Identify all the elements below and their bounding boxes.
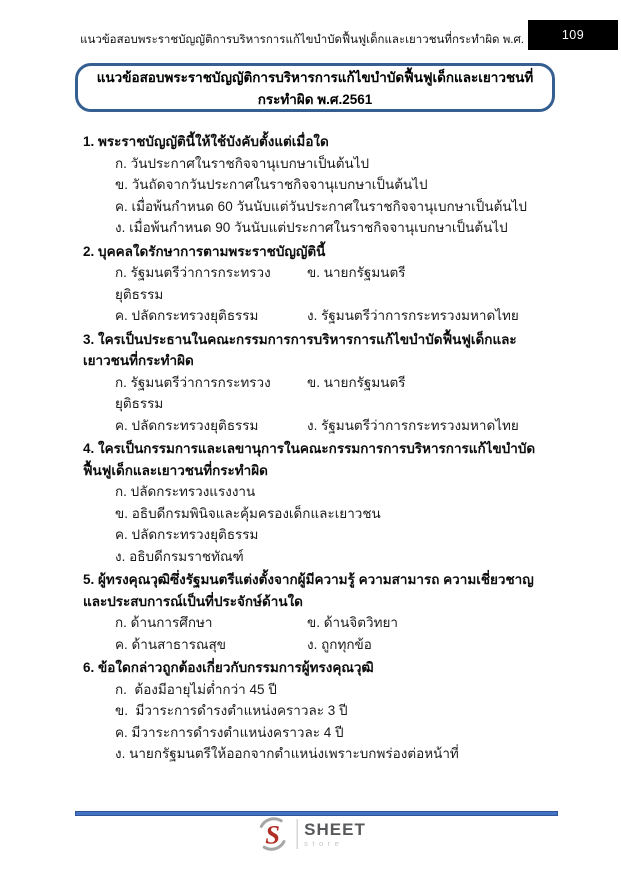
option-item: ก. วันประกาศในราชกิจจานุเบกษาเป็นต้นไป: [115, 155, 370, 171]
option-item: ง. เมื่อพ้นกำหนด 90 วันนับแต่ประกาศในราชกิจจานุเบกษาเป็นต้นไป: [115, 220, 508, 235]
exam-title: แนวข้อสอบพระราชบัญญัติการบริหารการแก้ไขบำบัดฟื้นฟูเด็กและเยาวชนที่กระทำผิด พ.ศ.2561: [96, 69, 534, 107]
option-item: ข. มีวาระการดำรงตำแหน่งคราวละ 3 ปี: [115, 703, 348, 718]
header-running-title: แนวข้อสอบพระราชบัญญัติการบริหารการแก้ไขบำบัดฟื้นฟูเด็กและเยาวชนที่กระทำผิด พ.ศ.: [80, 34, 524, 46]
svg-text:S: S: [264, 819, 280, 850]
exam-title-box: [75, 63, 555, 112]
option-item: ง. ถูกทุกข้อ: [307, 636, 372, 652]
footer-divider-bar: [75, 811, 558, 816]
option-item: ก. ด้านการศึกษา: [115, 615, 213, 630]
option-item: ก. ปลัดกระทรวงแรงงาน: [115, 484, 256, 499]
option-item: ข. นายกรัฐมนตรี: [307, 374, 406, 390]
option-item: ค. เมื่อพ้นกำหนด 60 วันนับแต่วันประกาศในราชกิจจานุเบกษาเป็นต้นไป: [115, 198, 527, 214]
option-item: ง. นายกรัฐมนตรีให้ออกจากตำแหน่งเพราะบกพร่องต่อหน้าที่: [115, 746, 459, 761]
question-title: 5. ผู้ทรงคุณวุฒิซึ่งรัฐมนตรีแต่งตั้งจากผู้มีความรู้ ความสามารถ ความเชี่ยวชาญ และประสบการณ์เป็นที่ประจักษ์ด้านใด: [83, 572, 542, 609]
option-item: ค. มีวาระการดำรงตำแหน่งคราวละ 4 ปี: [115, 724, 344, 740]
question-6: [83, 657, 559, 765]
page-number: 109: [561, 28, 585, 42]
option-item: ค. ด้านสาธารณสุข: [115, 636, 226, 652]
question-title: 4. ใครเป็นกรรมการและเลขานุการในคณะกรรมการการบริหารการแก้ไขบำบัดฟื้นฟูเด็กและเยาวชนที่กระทำผิด: [83, 441, 536, 478]
question-title: 2. บุคคลใดรักษาการตามพระราชบัญญัตินี้: [83, 243, 326, 259]
options-grid: [115, 372, 559, 437]
brand-subtitle: store: [304, 838, 344, 848]
question-1: [83, 131, 559, 239]
brand-name: SHEET: [304, 819, 366, 839]
question-4: [83, 438, 559, 567]
options-grid: [115, 262, 559, 327]
option-item: ง. อธิบดีกรมราชทัณฑ์: [115, 548, 244, 564]
option-item: ข. ด้านจิตวิทยา: [307, 615, 398, 630]
options-list: [83, 679, 559, 765]
options-list: [83, 153, 559, 239]
option-item: ค. ปลัดกระทรวงยุติธรรม: [115, 417, 259, 433]
option-item: ง. รัฐมนตรีว่าการกระทรวงมหาดไทย: [307, 308, 519, 323]
question-5: [83, 569, 559, 655]
options-list: [83, 481, 559, 567]
option-item: ค. ปลัดกระทรวงยุติธรรม: [115, 308, 259, 323]
page-number-badge: [528, 20, 618, 50]
question-title: 3. ใครเป็นประธานในคณะกรรมการการบริหารการแก้ไขบำบัดฟื้นฟูเด็กและเยาวชนที่กระทำผิด: [83, 331, 517, 368]
logo-divider: [296, 819, 297, 849]
s-logo-icon: [255, 817, 289, 851]
question-3: [83, 329, 559, 437]
options-grid: [115, 612, 559, 655]
sheet-store-logo: [255, 817, 366, 851]
option-item: ข. วันถัดจากวันประกาศในราชกิจจานุเบกษาเป็นต้นไป: [115, 177, 428, 192]
question-2: [83, 241, 559, 327]
question-title: 1. พระราชบัญญัตินี้ให้ใช้บังคับตั้งแต่เมื่อใด: [83, 134, 329, 149]
option-item: ข. นายกรัฐมนตรี: [307, 265, 406, 280]
option-item: ข. อธิบดีกรมพินิจและคุ้มครองเด็กและเยาวชน: [115, 505, 381, 521]
option-item: ก. รัฐมนตรีว่าการกระทรวงยุติธรรม: [115, 374, 271, 411]
option-item: ง. รัฐมนตรีว่าการกระทรวงมหาดไทย: [307, 417, 519, 433]
questions-area: [83, 131, 559, 767]
option-item: ก. รัฐมนตรีว่าการกระทรวงยุติธรรม: [115, 265, 271, 302]
option-item: ค. ปลัดกระทรวงยุติธรรม: [115, 527, 259, 542]
question-title: 6. ข้อใดกล่าวถูกต้องเกี่ยวกับกรรมการผู้ทรงคุณวุฒิ: [83, 660, 374, 675]
option-item: ก. ต้องมีอายุไม่ต่ำกว่า 45 ปี: [115, 681, 277, 697]
brand-text: [304, 821, 366, 848]
